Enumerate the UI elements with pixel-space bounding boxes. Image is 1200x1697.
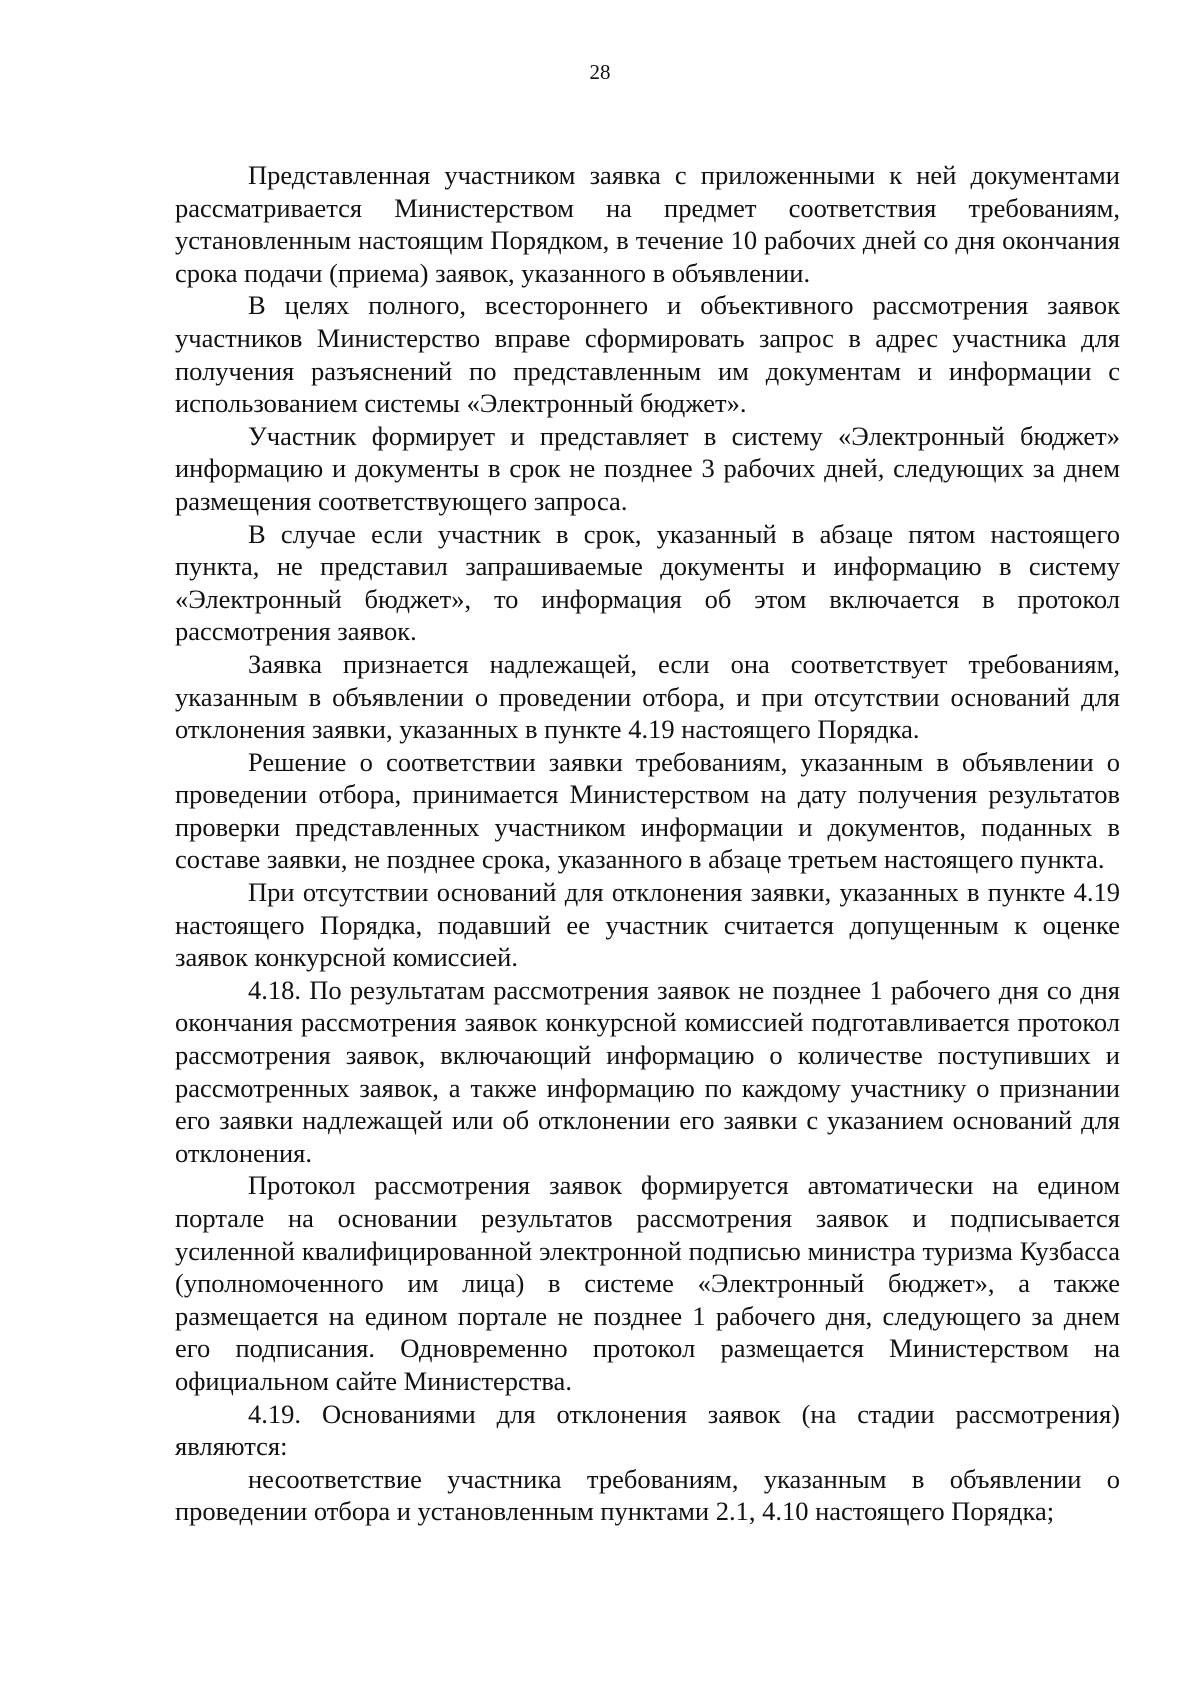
paragraph: Решение о соответствии заявки требованиям, указанным в объявлении о проведении отбора, принимается Министерством на дату получения результатов проверки представленных участником информации и документов, поданных в составе заявки, не позднее срока, указанного в абзаце третьем настоящего пункта. [175, 746, 1120, 875]
document-body [175, 159, 1120, 1528]
paragraph-section-4-19: 4.19. Основаниями для отклонения заявок (на стадии рассмотрения) являются: [175, 1398, 1120, 1462]
paragraph: Представленная участником заявка с приложенными к ней документами рассматривается Министерством на предмет соответствия требованиям, установленным настоящим Порядком, в течение 10 рабочих дней со дня окончания срока подачи (приема) заявок, указанного в объявлении. [175, 160, 1120, 288]
paragraph: Заявка признается надлежащей, если она соответствует требованиям, указанным в объявлении о проведении отбора, и при отсутствии оснований для отклонения заявки, указанных в пункте 4.19 настоящего Порядка. [175, 648, 1120, 745]
paragraph: При отсутствии оснований для отклонения заявки, указанных в пункте 4.19 настоящего Порядка, подавший ее участник считается допущенным к оценке заявок конкурсной комиссией. [175, 877, 1120, 973]
paragraph: несоответствие участника требованиям, указанным в объявлении о проведении отбора и установленным пунктами 2.1, 4.10 настоящего Порядка; [175, 1463, 1120, 1527]
paragraph: В случае если участник в срок, указанный в абзаце пятом настоящего пункта, не представил запрашиваемые документы и информацию в систему «Электронный бюджет», то информация об этом включается в протокол рассмотрения заявок. [175, 518, 1120, 647]
paragraph: Участник формирует и представляет в систему «Электронный бюджет» информацию и документы в срок не позднее 3 рабочих дней, следующих за днем размещения соответствующего запроса. [175, 420, 1120, 516]
paragraph: Протокол рассмотрения заявок формируется автоматически на едином портале на основании результатов рассмотрения заявок и подписывается усиленной квалифицированной электронной подписью министра туризма Кузбасса (уполномоченного им лица) в системе «Электронный бюджет», а также размещается на едином портале не позднее 1 рабочего дня, следующего за днем его подписания. Одновременно протокол размещается Министерством на официальном сайте Министерства. [175, 1170, 1120, 1396]
paragraph: В целях полного, всестороннего и объективного рассмотрения заявок участников Министерство вправе сформировать запрос в адрес участника для получения разъяснений по представленным им документам и информации с использованием системы «Электронный бюджет». [175, 290, 1120, 419]
page-number: 28 [589, 60, 611, 84]
paragraph-section-4-18: 4.18. По результатам рассмотрения заявок не позднее 1 рабочего дня со дня окончания рассмотрения заявок конкурсной комиссией подготавливается протокол рассмотрения заявок, включающий информацию о количестве поступивших и рассмотренных заявок, а также информацию по каждому участнику о признании его заявки надлежащей или об отклонении его заявки с указанием оснований для отклонения. [175, 974, 1120, 1168]
